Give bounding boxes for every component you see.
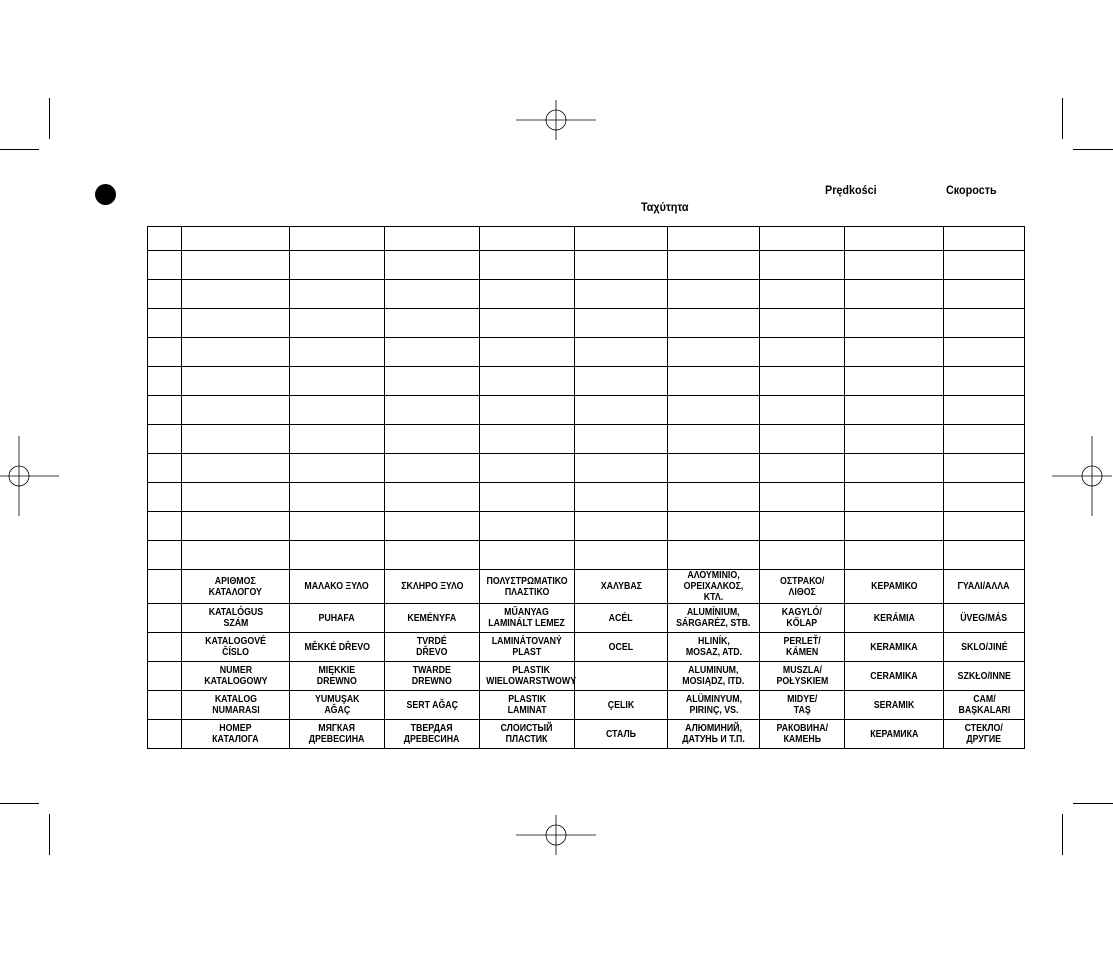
table-cell: PLASTIK LAMINAT: [480, 691, 575, 720]
table-cell: [290, 367, 385, 396]
table-row-blank: [148, 367, 1025, 396]
table-cell: CERAMIKA: [845, 662, 944, 691]
table-cell: [148, 662, 182, 691]
table-cell: [575, 541, 668, 570]
table-cell: [148, 633, 182, 662]
table-cell: [182, 251, 290, 280]
table-cell: [668, 227, 760, 251]
table-cell: [148, 691, 182, 720]
table-cell: [480, 309, 575, 338]
table-cell: СТАЛЬ: [575, 720, 668, 749]
table-row-blank: [148, 309, 1025, 338]
table-cell: [290, 280, 385, 309]
table-cell: [668, 396, 760, 425]
table-cell: [182, 280, 290, 309]
table-cell: ALUMÍNIUM, SÁRGARÉZ, STB.: [668, 604, 760, 633]
table-row-blank: [148, 338, 1025, 367]
table-cell: [575, 338, 668, 367]
table-cell: [668, 251, 760, 280]
table-cell: МЯГКАЯ ДРЕВЕСИНА: [290, 720, 385, 749]
registration-mark-bottom: [516, 795, 596, 875]
table-cell: [290, 396, 385, 425]
crop-mark: [1073, 149, 1113, 150]
table-cell: [760, 367, 845, 396]
table-cell: TWARDE DREWNO: [385, 662, 480, 691]
table-cell: OCEL: [575, 633, 668, 662]
table-cell: [760, 227, 845, 251]
table-cell: [575, 227, 668, 251]
table-cell: [845, 280, 944, 309]
table-cell: [385, 454, 480, 483]
table-cell: [668, 541, 760, 570]
table-cell: [845, 483, 944, 512]
table-cell: [290, 338, 385, 367]
table-cell: [148, 227, 182, 251]
table-cell: [845, 367, 944, 396]
table-cell: PERLEŤ/ KÁMEN: [760, 633, 845, 662]
table-cell: [944, 280, 1025, 309]
table-cell: [148, 425, 182, 454]
table-cell: ΑΡΙΘΜΟΣ ΚΑΤΑΛΟΓΟΥ: [182, 570, 290, 604]
table-cell: MUSZLA/ POŁYSKIEM: [760, 662, 845, 691]
table-cell: [480, 425, 575, 454]
table-cell: [480, 251, 575, 280]
table-cell: [480, 227, 575, 251]
crop-mark: [0, 803, 39, 804]
table-cell: [148, 251, 182, 280]
table-cell: [385, 251, 480, 280]
table-cell: [480, 512, 575, 541]
table-cell: [668, 280, 760, 309]
crop-mark: [1062, 814, 1063, 855]
table-cell: [760, 396, 845, 425]
table-cell: [944, 227, 1025, 251]
speed-label-russian: Скорость: [946, 183, 997, 197]
table-row-blank: [148, 425, 1025, 454]
table-cell: [845, 425, 944, 454]
table-cell: [480, 483, 575, 512]
table-cell: [385, 425, 480, 454]
table-cell: [760, 309, 845, 338]
table-cell: [480, 367, 575, 396]
table-row: [148, 691, 1025, 720]
table-cell: [385, 541, 480, 570]
table-cell: ΧΑΛΥΒΑΣ: [575, 570, 668, 604]
table-cell: [845, 251, 944, 280]
table-cell: [575, 396, 668, 425]
table-cell: [182, 338, 290, 367]
table-cell: [845, 454, 944, 483]
table-cell: [845, 309, 944, 338]
table-cell: [944, 251, 1025, 280]
table-cell: [760, 425, 845, 454]
crop-mark: [1073, 803, 1113, 804]
table-cell: [944, 367, 1025, 396]
table-cell: [575, 367, 668, 396]
table-cell: [760, 541, 845, 570]
table-cell: [385, 309, 480, 338]
table-cell: СТЕКЛО/ ДРУГИЕ: [944, 720, 1025, 749]
table-cell: [148, 454, 182, 483]
table-cell: КЕРАМИКА: [845, 720, 944, 749]
crop-mark: [49, 98, 50, 139]
table-row-blank: [148, 251, 1025, 280]
table-cell: [385, 367, 480, 396]
table-cell: SERAMIK: [845, 691, 944, 720]
table-cell: LAMINÁTOVANÝ PLAST: [480, 633, 575, 662]
table-cell: [845, 541, 944, 570]
crop-mark: [0, 149, 39, 150]
table-cell: [760, 483, 845, 512]
speed-table: [147, 226, 1025, 749]
table-cell: [182, 425, 290, 454]
table-cell: [385, 338, 480, 367]
table-cell: MIĘKKIE DREWNO: [290, 662, 385, 691]
table-cell: KERAMIKA: [845, 633, 944, 662]
table-cell: [944, 338, 1025, 367]
table-cell: ALUMINUM, MOSIĄDZ, ITD.: [668, 662, 760, 691]
table-cell: [385, 396, 480, 425]
table-cell: [148, 570, 182, 604]
table-cell: [668, 338, 760, 367]
table-cell: ΚΕΡΑΜΙΚΟ: [845, 570, 944, 604]
table-cell: [480, 454, 575, 483]
table-cell: [290, 251, 385, 280]
table-cell: [148, 483, 182, 512]
table-cell: [845, 512, 944, 541]
table-cell: [944, 309, 1025, 338]
table-cell: [148, 338, 182, 367]
speed-label-polish: Prędkości: [825, 183, 877, 197]
table-cell: [575, 512, 668, 541]
table-cell: [148, 396, 182, 425]
table-cell: MŰANYAG LAMINÁLT LEMEZ: [480, 604, 575, 633]
table-cell: [575, 280, 668, 309]
table-cell: CAM/ BAŞKALARI: [944, 691, 1025, 720]
table-cell: MĚKKÉ DŘEVO: [290, 633, 385, 662]
table-cell: ÇELIK: [575, 691, 668, 720]
table-cell: [760, 338, 845, 367]
table-cell: [385, 483, 480, 512]
table-cell: [480, 541, 575, 570]
table-cell: [845, 227, 944, 251]
table-cell: [760, 280, 845, 309]
table-row: [148, 633, 1025, 662]
table-cell: [944, 396, 1025, 425]
table-cell: [182, 483, 290, 512]
table-row-blank: [148, 280, 1025, 309]
table-cell: ΑΛΟΥΜΙΝΙΟ, ΟΡΕΙΧΑΛΚΟΣ, ΚΤΛ.: [668, 570, 760, 604]
table-cell: MIDYE/ TAŞ: [760, 691, 845, 720]
table-cell: SERT AĞAÇ: [385, 691, 480, 720]
table-cell: KEMÉNYFA: [385, 604, 480, 633]
registration-mark-right: [1052, 436, 1113, 516]
table-cell: KATALOG NUMARASI: [182, 691, 290, 720]
table-row: [148, 662, 1025, 691]
table-row-blank: [148, 483, 1025, 512]
table-cell: [182, 396, 290, 425]
table-cell: [944, 541, 1025, 570]
table-row-blank: [148, 396, 1025, 425]
table-cell: [575, 309, 668, 338]
table-cell: YUMUŞAK AĞAÇ: [290, 691, 385, 720]
table-cell: [182, 367, 290, 396]
table-cell: [385, 280, 480, 309]
table-cell: HLINÍK, MOSAZ, ATD.: [668, 633, 760, 662]
table-cell: NUMER KATALOGOWY: [182, 662, 290, 691]
table-cell: [760, 512, 845, 541]
table-cell: ALÜMINYUM, PIRINÇ, VS.: [668, 691, 760, 720]
table-cell: PUHAFA: [290, 604, 385, 633]
table-row: [148, 570, 1025, 604]
table-cell: SZKŁO/INNE: [944, 662, 1025, 691]
table-cell: ТВЕРДАЯ ДРЕВЕСИНА: [385, 720, 480, 749]
table-cell: [760, 251, 845, 280]
table-cell: СЛОИСТЫЙ ПЛАСТИК: [480, 720, 575, 749]
table-cell: [575, 251, 668, 280]
table-cell: [944, 512, 1025, 541]
table-cell: [575, 662, 668, 691]
table-cell: [290, 454, 385, 483]
table-cell: [290, 425, 385, 454]
table-cell: ACÉL: [575, 604, 668, 633]
table-cell: [845, 396, 944, 425]
table-cell: [944, 483, 1025, 512]
table-row: [148, 720, 1025, 749]
table-cell: РАКОВИНА/ КАМЕНЬ: [760, 720, 845, 749]
table-row-blank: [148, 454, 1025, 483]
table-cell: [575, 425, 668, 454]
table-cell: [148, 541, 182, 570]
table-cell: [760, 454, 845, 483]
table-cell: [182, 512, 290, 541]
table-cell: ΓΥΑΛΙ/ΑΛΛΑ: [944, 570, 1025, 604]
registration-mark-top: [516, 80, 596, 160]
table-cell: [944, 454, 1025, 483]
table-cell: KATALOGOVÉ ČÍSLO: [182, 633, 290, 662]
table-cell: [480, 338, 575, 367]
table-cell: [668, 454, 760, 483]
table-cell: ΠΟΛΥΣΤΡΩΜΑΤΙΚΟ ΠΛΑΣΤΙΚΟ: [480, 570, 575, 604]
table-row-blank: [148, 512, 1025, 541]
table-cell: [182, 541, 290, 570]
table-cell: KERÁMIA: [845, 604, 944, 633]
table-cell: SKLO/JINÉ: [944, 633, 1025, 662]
table-cell: [944, 425, 1025, 454]
table-cell: [480, 396, 575, 425]
table-cell: ÜVEG/MÁS: [944, 604, 1025, 633]
table-cell: [575, 483, 668, 512]
table-cell: [182, 309, 290, 338]
table-cell: [148, 367, 182, 396]
table-cell: [182, 227, 290, 251]
table-cell: [148, 604, 182, 633]
table-cell: [148, 280, 182, 309]
crop-mark: [49, 814, 50, 855]
bullet-dot: [95, 184, 116, 205]
table-row-blank: [148, 541, 1025, 570]
table-cell: [668, 309, 760, 338]
table-cell: [290, 512, 385, 541]
table-cell: [182, 454, 290, 483]
table-cell: [148, 512, 182, 541]
table-cell: [290, 309, 385, 338]
table-cell: [668, 483, 760, 512]
table-cell: ΣΚΛΗΡΟ ΞΥΛΟ: [385, 570, 480, 604]
table-cell: KATALÓGUS SZÁM: [182, 604, 290, 633]
table-cell: НОМЕР КАТАЛОГА: [182, 720, 290, 749]
table-cell: PLASTIK WIELOWARSTWOWY: [480, 662, 575, 691]
table-cell: [290, 541, 385, 570]
table-cell: TVRDÉ DŘEVO: [385, 633, 480, 662]
table-cell: [575, 454, 668, 483]
table-cell: [290, 227, 385, 251]
table-cell: ΜΑΛΑΚΟ ΞΥΛΟ: [290, 570, 385, 604]
registration-mark-left: [0, 436, 59, 516]
table-cell: [668, 425, 760, 454]
table-cell: KAGYLÓ/ KŐLAP: [760, 604, 845, 633]
table-cell: [290, 483, 385, 512]
crop-mark: [1062, 98, 1063, 139]
table-cell: [148, 309, 182, 338]
table-cell: [385, 227, 480, 251]
table-row: [148, 604, 1025, 633]
table-cell: [148, 720, 182, 749]
table-cell: [668, 367, 760, 396]
table-row-blank: [148, 227, 1025, 251]
table-cell: АЛЮМИНИЙ, ДАТУНЬ И Т.П.: [668, 720, 760, 749]
table-cell: [480, 280, 575, 309]
speed-label-greek: Ταχύτητα: [641, 200, 689, 214]
table-cell: ΟΣΤΡΑΚΟ/ ΛΙΘΟΣ: [760, 570, 845, 604]
table-cell: [845, 338, 944, 367]
table-cell: [385, 512, 480, 541]
table-cell: [668, 512, 760, 541]
